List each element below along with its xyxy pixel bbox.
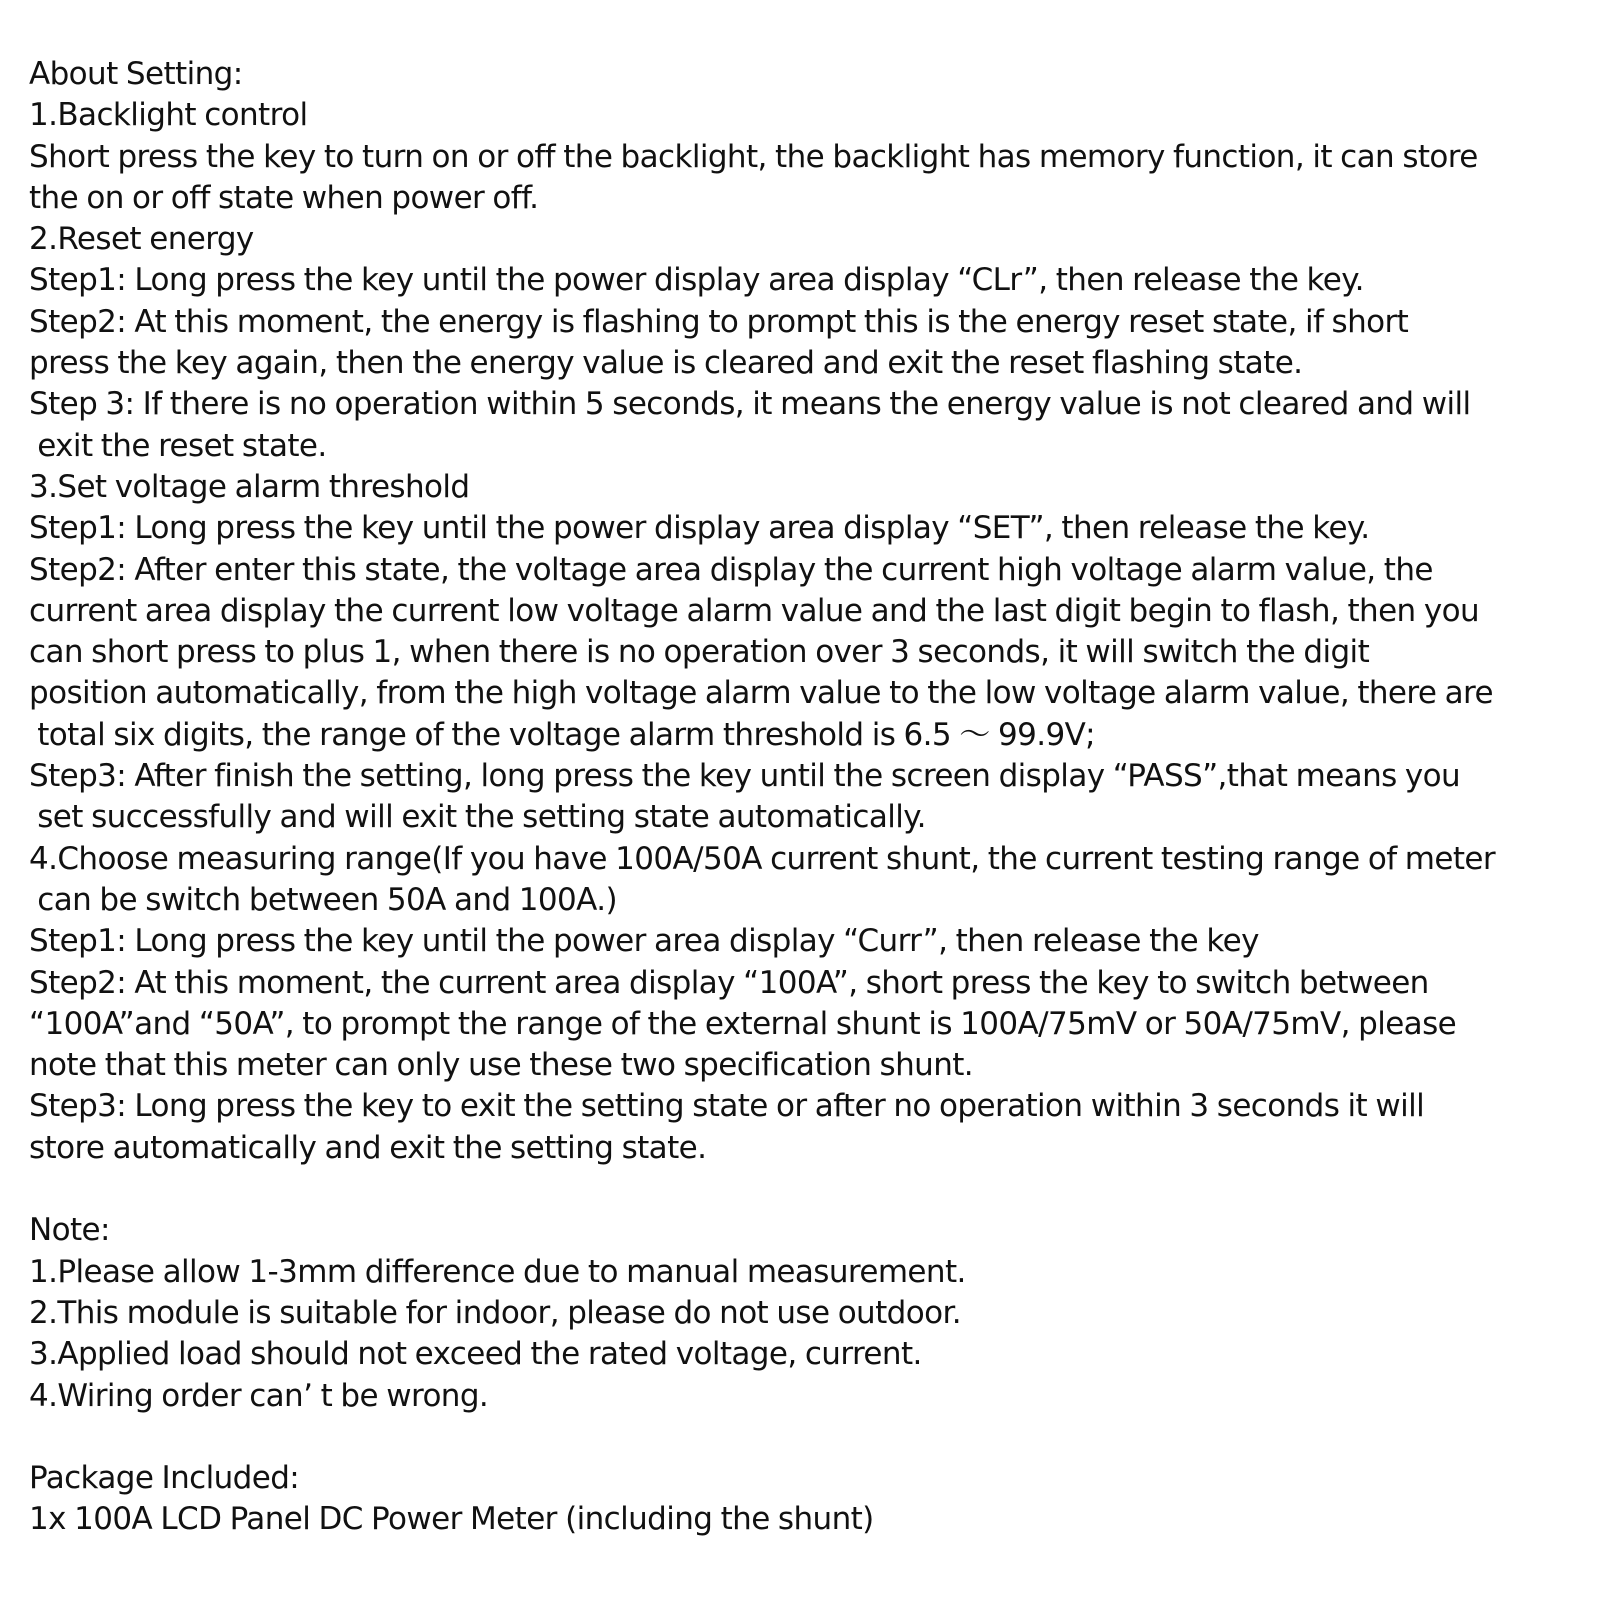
reset-energy-title: 2.Reset energy [29,221,254,258]
voltage-alarm-step-line: can short press to plus 1, when there is no operation over 3 seconds, it will switch the digit [29,634,1370,671]
measuring-range-title: 4.Choose measuring range(If you have 100A/50A current shunt, the current testing range of meter [29,840,1496,877]
voltage-alarm-step-line: total six digits, the range of the voltage alarm threshold is 6.5 ～ 99.9V; [29,716,1096,753]
measuring-range-step-line: Step2: At this moment, the current area display “100A”, short press the key to switch between [29,964,1429,1001]
reset-energy-step-line: Step2: At this moment, the energy is flashing to prompt this is the energy reset state, if short [29,303,1409,340]
backlight-text-line: the on or off state when power off. [29,179,539,216]
measuring-range-step-line: note that this meter can only use these two specification shunt. [29,1047,974,1084]
instruction-document [29,54,1589,1541]
about-setting-heading: About Setting: [29,56,243,92]
backlight-control-section [29,95,1589,219]
spacer [29,1417,1589,1458]
measuring-range-step-line: Step3: Long press the key to exit the setting state or after no operation within 3 seconds it will [29,1088,1425,1125]
package-section [29,1458,1589,1541]
reset-energy-section [29,219,1589,467]
reset-energy-step-line: press the key again, then the energy value is cleared and exit the reset flashing state. [29,345,1303,382]
voltage-alarm-step-line: Step2: After enter this state, the voltage area display the current high voltage alarm value, the [29,551,1433,588]
package-heading: Package Included: [29,1460,300,1497]
package-item: 1x 100A LCD Panel DC Power Meter (including the shunt) [29,1501,874,1538]
voltage-alarm-step-line: set successfully and will exit the setting state automatically. [29,799,926,836]
note-item: 4.Wiring order can’ t be wrong. [29,1377,489,1414]
note-item: 3.Applied load should not exceed the rated voltage, current. [29,1336,922,1373]
backlight-control-title: 1.Backlight control [29,97,308,134]
voltage-alarm-step-line: Step1: Long press the key until the power display area display “SET”, then release the key. [29,510,1370,547]
backlight-text-line: Short press the key to turn on or off the backlight, the backlight has memory function, it can store [29,138,1478,175]
reset-energy-step-line: exit the reset state. [29,427,327,464]
about-setting-section [29,54,1589,1169]
voltage-alarm-step-line: position automatically, from the high voltage alarm value to the low voltage alarm value, there are [29,675,1493,712]
note-section [29,1210,1589,1416]
note-heading: Note: [29,1212,110,1249]
voltage-alarm-step-line: current area display the current low voltage alarm value and the last digit begin to flash, then you [29,592,1480,629]
voltage-alarm-step-line: Step3: After finish the setting, long press the key until the screen display “PASS”,that means you [29,758,1461,795]
measuring-range-title: can be switch between 50A and 100A.) [29,881,617,918]
reset-energy-step-line: Step 3: If there is no operation within 5 seconds, it means the energy value is not cleared and will [29,386,1471,423]
measuring-range-step-line: “100A”and “50A”, to prompt the range of the external shunt is 100A/75mV or 50A/75mV, please [29,1005,1457,1042]
measuring-range-step-line: store automatically and exit the setting state. [29,1129,707,1166]
measuring-range-section [29,839,1589,1169]
note-item: 2.This module is suitable for indoor, please do not use outdoor. [29,1294,962,1331]
reset-energy-step-line: Step1: Long press the key until the power display area display “CLr”, then release the key. [29,262,1364,299]
spacer [29,1169,1589,1210]
voltage-alarm-title: 3.Set voltage alarm threshold [29,468,470,505]
measuring-range-step-line: Step1: Long press the key until the power area display “Curr”, then release the key [29,923,1259,960]
note-item: 1.Please allow 1-3mm difference due to manual measurement. [29,1253,966,1290]
voltage-alarm-section [29,467,1589,839]
